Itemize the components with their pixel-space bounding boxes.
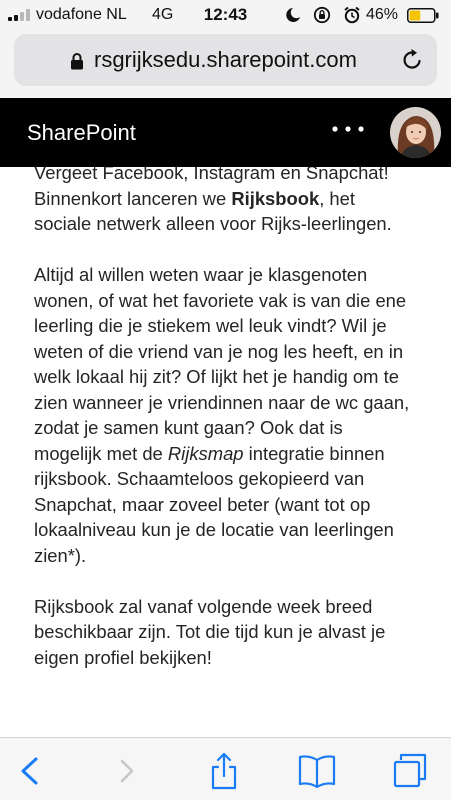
user-avatar[interactable] bbox=[390, 107, 441, 158]
alarm-icon bbox=[345, 8, 359, 23]
article-paragraph-1: Vergeet Facebook, Instagram en Snapchat! Binnenkort lanceren we Rijksbook, het sociale netwerk alleen voor Rijks-leerlingen. bbox=[34, 167, 392, 234]
chevron-right-icon bbox=[122, 761, 132, 781]
article-body bbox=[34, 167, 414, 696]
forward-button[interactable] bbox=[108, 751, 148, 791]
status-time: 12:43 bbox=[203, 5, 248, 24]
share-icon bbox=[213, 754, 235, 788]
book-icon bbox=[300, 756, 334, 787]
sharepoint-header bbox=[0, 98, 451, 167]
chevron-left-icon bbox=[23, 759, 36, 783]
url-text[interactable]: rsgrijksedu.sharepoint.com bbox=[94, 47, 357, 72]
sharepoint-title[interactable]: SharePoint bbox=[27, 120, 136, 145]
tabs-icon bbox=[395, 755, 425, 786]
lock-icon bbox=[70, 52, 84, 70]
article-content bbox=[0, 167, 451, 737]
more-icon[interactable] bbox=[330, 124, 366, 134]
bookmarks-button[interactable] bbox=[297, 751, 337, 791]
article-paragraph-2: Altijd al willen weten waar je klasgenoten wonen, of wat het favoriete vak is van die ene leerling die je stiekem wel leuk vindt? Wil je weten of die vriend van je nog les heeft, en in welk lokaal hij zit? Of lijkt het je handig om te zien wanneer je vriendinnen naar de wc gaan, zodat je samen kunt gaan? Ook dat is mogelijk met de Rijksmap integratie binnen rijksbook. Schaamteloos gekopieerd van Snapchat, maar zoveel beter (want tot op lokaalniveau kun je de locatie van leerlingen zien*). bbox=[34, 264, 410, 566]
rijksbook-highlight: Rijksbook bbox=[231, 187, 320, 209]
reload-icon[interactable] bbox=[400, 48, 424, 72]
battery-icon bbox=[407, 8, 439, 23]
article-paragraph-3: Rijksbook zal vanaf volgende week breed beschikbaar zijn. Tot die tijd kun je alvast je eigen profiel bekijken! bbox=[34, 595, 386, 668]
rijksmap-highlight: Rijksmap bbox=[167, 442, 244, 464]
carrier-name: vodafone NL bbox=[36, 6, 127, 23]
browser-toolbar bbox=[0, 737, 451, 800]
moon-icon bbox=[286, 8, 300, 22]
status-bar bbox=[0, 0, 451, 30]
browser-chrome bbox=[0, 30, 451, 98]
status-icons bbox=[283, 6, 373, 24]
share-button[interactable] bbox=[204, 751, 244, 791]
tabs-button[interactable] bbox=[390, 751, 430, 791]
signal-strength-icon bbox=[8, 9, 30, 21]
network-type: 4G bbox=[152, 6, 174, 23]
orientation-lock-icon bbox=[315, 8, 329, 22]
address-bar[interactable] bbox=[14, 34, 437, 86]
back-button[interactable] bbox=[10, 751, 50, 791]
battery-percentage: 46% bbox=[366, 6, 399, 23]
